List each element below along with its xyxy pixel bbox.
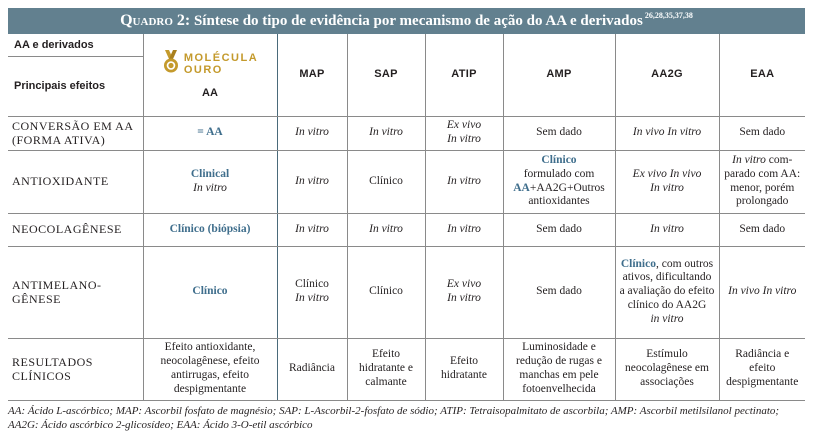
table-row (8, 246, 805, 338)
cell-amp: Sem dado (503, 116, 615, 150)
table-row (8, 150, 805, 213)
cell-map: In vitro (277, 150, 347, 213)
cell-amp-clinical: Clínico (541, 153, 577, 166)
cell-amp-line2-rest: +AA2G+Outros (529, 181, 605, 194)
cell-aa2g: Estímulo neocolagênese em associações (615, 338, 719, 400)
cell-atip: In vitro (425, 213, 503, 246)
evidence-table (8, 34, 805, 401)
cell-eaa: Sem dado (719, 116, 805, 150)
cell-map: In vitro (277, 116, 347, 150)
cell-map-line2: In vitro (295, 292, 329, 304)
cell-aa2g-italic: in vitro (650, 312, 684, 325)
row-label-clinical-results: RESULTADOS CLÍNICOS (8, 338, 143, 400)
cell-atip (425, 116, 503, 150)
row-label-neocollagenesis: NEOCOLAGÊNESE (8, 213, 143, 246)
cell-aa2g: In vitro (615, 213, 719, 246)
cell-amp: Sem dado (503, 213, 615, 246)
cell-aa2g (615, 246, 719, 338)
column-header-atip: ATIP (425, 34, 503, 116)
cell-map (277, 246, 347, 338)
cell-gold-line1: Clinical (190, 167, 230, 180)
title-prefix: Quadro 2: (120, 12, 191, 29)
gold-molecule-line2: OURO (183, 64, 223, 77)
cell-gold-line2: In vitro (193, 181, 227, 194)
column-header-eaa: EAA (719, 34, 805, 116)
cell-gold: = AA (143, 116, 277, 150)
cell-eaa (719, 150, 805, 213)
cell-atip: Efeito hidratante (425, 338, 503, 400)
table-row (8, 116, 805, 150)
cell-amp-line2 (508, 182, 611, 196)
cell-atip (425, 246, 503, 338)
row-label-conversion: CONVERSÃO EM AA (FORMA ATIVA) (8, 116, 143, 150)
cell-gold: Clínico (biópsia) (143, 213, 277, 246)
column-header-amp: AMP (503, 34, 615, 116)
table-row (8, 338, 805, 400)
gold-molecule-text (184, 52, 258, 77)
column-header-sap: SAP (347, 34, 425, 116)
cell-map: Radiância (277, 338, 347, 400)
cell-aa2g-line2: In vitro (650, 181, 684, 194)
cell-sap: Clínico (347, 246, 425, 338)
cell-aa2g-line1: Ex vivo In vivo (632, 167, 702, 180)
row-label-antimelanogenesis: ANTIMELANO-GÊNESE (8, 246, 143, 338)
table-row (8, 213, 805, 246)
cell-amp (503, 150, 615, 213)
header-label-cell (8, 34, 143, 116)
cell-eaa: Radiância e efeito despigmentante (719, 338, 805, 400)
cell-amp: Luminosidade e redução de rugas e manchas em pele fotoenvelhecida (503, 338, 615, 400)
cell-sap: Clínico (347, 150, 425, 213)
cell-amp-aa: AA (513, 181, 530, 194)
cell-aa2g-clinical: Clínico (620, 257, 656, 270)
cell-eaa: In vivo In vitro (719, 246, 805, 338)
row-label-antioxidant: ANTIOXIDANTE (8, 150, 143, 213)
cell-atip-line2: In vitro (447, 133, 481, 145)
cell-atip-line1: Ex vivo (446, 278, 482, 291)
cell-amp-line1: formulado com (523, 167, 595, 180)
title-text: Síntese do tipo de evidência por mecanismo de ação do AA e derivados (190, 12, 643, 29)
gold-molecule-line1: MOLÉCULA (183, 51, 259, 64)
footnote: AA: Ácido L-ascórbico; MAP: Ascorbil fosfato de magnésio; SAP: L-Ascorbil-2-fosfato de sódio; ATIP: Tetraisopalmitato de ascorbila; AMP: Ascorbil metilsilanol pectinato; AA2G: Ácido ascórbico 2-glicosídeo; EAA: Ácido 3-O-etil ascórbico (8, 405, 780, 431)
cell-gold: Clínico (143, 246, 277, 338)
header-row (8, 34, 805, 116)
table-container (8, 8, 805, 401)
column-header-aa2g: AA2G (615, 34, 719, 116)
cell-gold (143, 150, 277, 213)
medal-icon (162, 50, 180, 79)
cell-atip: In vitro (425, 150, 503, 213)
cell-map: In vitro (277, 213, 347, 246)
cell-sap: In vitro (347, 213, 425, 246)
cell-eaa-text: com-parado com AA: menor, porém prolongado (724, 153, 801, 208)
gold-aa-label: AA (202, 86, 218, 99)
gold-molecule-header (143, 34, 277, 116)
cell-amp-line3: antioxidantes (528, 195, 590, 208)
main-effects-label: Principais efeitos (14, 80, 106, 93)
cell-gold: Efeito antioxidante, neocolagênese, efeito antirrugas, efeito despigmentante (143, 338, 277, 400)
cell-aa2g: In vivo In vitro (615, 116, 719, 150)
cell-atip-line2: In vitro (447, 292, 481, 304)
cell-sap: Efeito hidratante e calmante (347, 338, 425, 400)
gold-molecule-badge (148, 50, 273, 79)
table-title (8, 8, 805, 34)
cell-sap: In vitro (347, 116, 425, 150)
cell-atip-line1: Ex vivo (446, 119, 482, 132)
column-header-map: MAP (277, 34, 347, 116)
cell-eaa-italic: In vitro (732, 153, 766, 166)
cell-aa2g (615, 150, 719, 213)
cell-amp: Sem dado (503, 246, 615, 338)
cell-map-line1: Clínico (295, 278, 329, 291)
cell-eaa: Sem dado (719, 213, 805, 246)
aa-derivatives-label: AA e derivados (8, 34, 143, 57)
title-references: 26,28,35,37,38 (644, 10, 693, 20)
cell-aa2g-text: , com outros ativos, dificultando a avaliação do efeito clínico do AA2G (619, 257, 715, 311)
